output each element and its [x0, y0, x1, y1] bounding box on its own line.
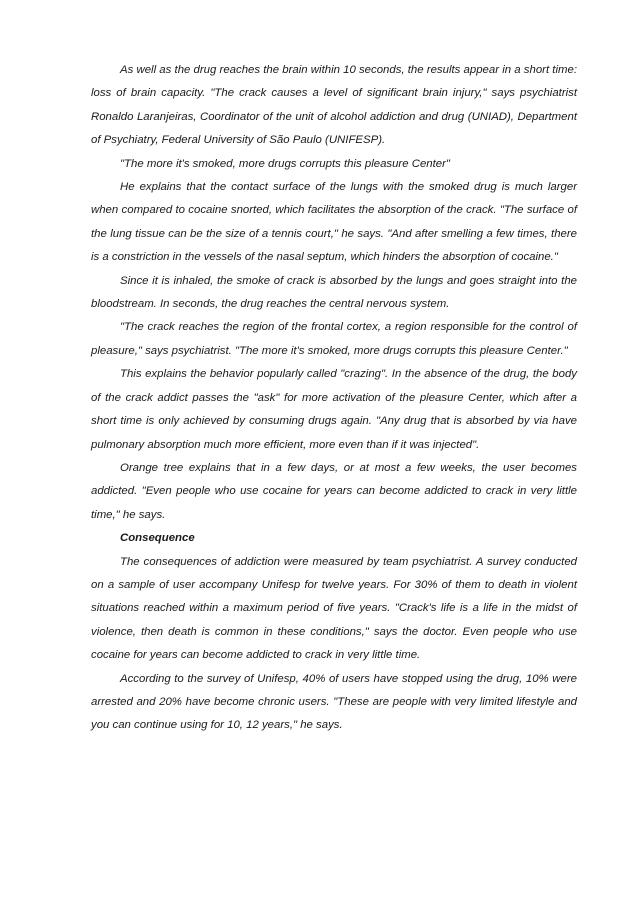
paragraph-brain-capacity: As well as the drug reaches the brain within 10 seconds, the results appear in a short time: loss of brain capacity. "The crack causes a level of significant brain injury," says psychiatrist Ronaldo Laranjeiras, Coordinator of the unit of alcohol addiction and drug (UNIAD), Department of Psychiatry, Federal University of São Paulo (UNIFESP). — [91, 64, 577, 147]
section-heading-consequence: Consequence — [120, 532, 195, 545]
paragraph-pleasure-center-quote: "The more it's smoked, more drugs corrupts this pleasure Center" — [120, 157, 450, 170]
paragraph-survey-results: According to the survey of Unifesp, 40% of users have stopped using the drug, 10% were arrested and 20% have become chronic users. "These are people with very limited lifestyle and you can continue using for 10, 12 years," he says. — [91, 672, 577, 732]
paragraph-frontal-cortex: "The crack reaches the region of the frontal cortex, a region responsible for the control of pleasure," says psychiatrist. "The more it's smoked, more drugs corrupts this pleasure Center." — [91, 321, 577, 357]
paragraph-consequences-survey: The consequences of addiction were measured by team psychiatrist. A survey conducted on a sample of user accompany Unifesp for twelve years. For 30% of them to death in violent situations reached within a maximum period of five years. "Crack's life is a life in the midst of violence, then death is common in these conditions," says the doctor. Even people who use cocaine for years can become addicted to crack in very little time. — [91, 555, 577, 662]
document-body — [91, 59, 577, 738]
paragraph-inhalation: Since it is inhaled, the smoke of crack is absorbed by the lungs and goes straight into the bloodstream. In seconds, the drug reaches the central nervous system. — [91, 274, 577, 311]
paragraph-crazing: This explains the behavior popularly called "crazing". In the absence of the drug, the body of the crack addict passes the "ask" for more activation of the pleasure Center, which after a short time is only achieved by consuming drugs again. "Any drug that is absorbed by via have pulmonary absorption much more efficient, more even than if it was injected". — [91, 368, 577, 451]
paragraph-addiction-speed: Orange tree explains that in a few days, or at most a few weeks, the user becomes addicted. "Even people who use cocaine for years can become addicted to crack in very little time," he says. — [91, 461, 577, 521]
paragraph-lung-surface: He explains that the contact surface of the lungs with the smoked drug is much larger when compared to cocaine snorted, which facilitates the absorption of the crack. "The surface of the lung tissue can be the size of a tennis court," he says. "And after smelling a few times, there is a constriction in the vessels of the nasal septum, which hinders the absorption of cocaine." — [91, 181, 577, 264]
